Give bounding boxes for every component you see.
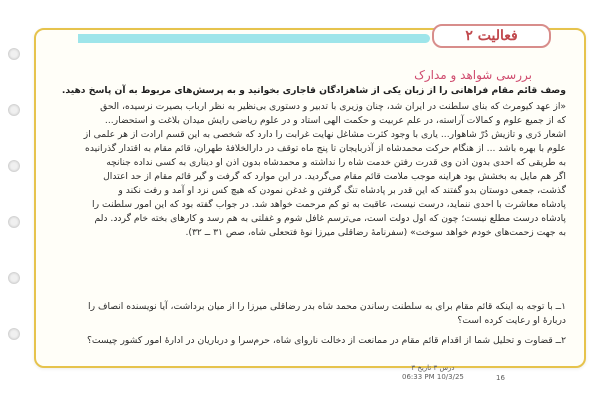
passage-line: گذشت، جمعی دوستان بدو گفتند که این قدر بر پادشاه تنگ گرفتن و غدغن نمودن که هیچ کس نزد او آمد و رفت نکند و xyxy=(118,185,566,196)
binder-ring xyxy=(8,328,20,340)
question-1: ۱ــ با توجه به اینکه قائم مقام برای به سلطنت رساندن محمد شاه بدر رضاقلی میرزا را از میان برداشت، آیا نویسنده انصاف را xyxy=(88,301,566,312)
activity-tab: فعالیت ۲ xyxy=(432,24,551,48)
binder-ring xyxy=(8,216,20,228)
passage-line: اگر هم مایل به بخشش بود هراینه موجب ملامت قائم مقام می‌گردید. در این موارد که گرفت و گیر قائم مقام از حد اعتدال xyxy=(103,171,566,182)
page-number: 16 xyxy=(496,374,505,382)
binder-ring xyxy=(8,160,20,172)
passage-line: به طریقی که احدی بدون اذن وی قدرت رفتن خدمت شاه را نداشته و محمدشاه بدون اذن او دیناری به کسی نداده جنانچه xyxy=(106,157,566,168)
passage-line: پادشاه درست مطلع نیست؛ چون که اول دولت است، می‌ترسم غافل شوم و غفلتی به هم رسد و کارهای بخته خام گردد. دلم xyxy=(94,213,566,224)
header-band xyxy=(78,34,430,43)
intro-paragraph: وصف قائم مقام فراهانی را از زبان یکی از شاهزادگان قاجاری بخوانید و به پرسش‌های مربوط به آن پاسخ دهید. xyxy=(61,85,566,96)
passage-line: اشعار دَری و تازیش دُرّ شاهوار... یاری با وجود کثرت مشاغل نهایت غرابت را دارد که شخصی به این قسم ارادت از هر علمی از xyxy=(83,129,566,140)
binder-ring xyxy=(8,48,20,60)
footer xyxy=(402,364,464,382)
passage-line: علوم با بهره باشد ... از هنگام حرکت محمدشاه از آذربایجان تا پنج ماه توقف در دارالخلافهٔ طهران، قائم مقام به اقتدار گذرانیده xyxy=(85,143,566,154)
passage-line: پادشاه معاشرت با احدی ننماید، درست نیست، عاقبت به تو کم مرحمت خواهد شد. در جواب گفته بود که این امور سلطنت را xyxy=(92,199,566,210)
binder-ring xyxy=(8,272,20,284)
binder-ring xyxy=(8,104,20,116)
passage-line: به جهت زحمت‌های خودم خواهد سوخت» (سفرنامهٔ رضاقلی میرزا نوهٔ فتحعلی شاه، صص ۳۱ ــ ۳۲). xyxy=(185,227,566,238)
section-title: بررسی شواهد و مدارک xyxy=(414,68,532,82)
timestamp: 06:33 PM 10/3/25 xyxy=(402,373,464,381)
passage-line: «از عهد کیومرث که بنای سلطنت در ایران شد، چنان وزیری با تدبیر و دستوری بی‌نظیر به نظر ارباب بصیرت نرسیده، الحق xyxy=(100,101,566,112)
lesson-title: درس ۳ تاریخ ۳ xyxy=(411,364,455,372)
passage-line: که از جمیع علوم و کمالات آراسته، در علم عربیت و حکمت الهی استاد و در علوم ریاضی رایش میدان بلاغت و استحضار... xyxy=(104,115,566,126)
question-2: ۲ــ قضاوت و تحلیل شما از اقدام قائم مقام در ممانعت از دخالت ناروای شاه، حرم‌سرا و درباریان در ادارهٔ امور کشور چیست؟ xyxy=(87,335,566,346)
question-1-continuation: دربارهٔ او رعایت کرده است؟ xyxy=(457,315,566,326)
